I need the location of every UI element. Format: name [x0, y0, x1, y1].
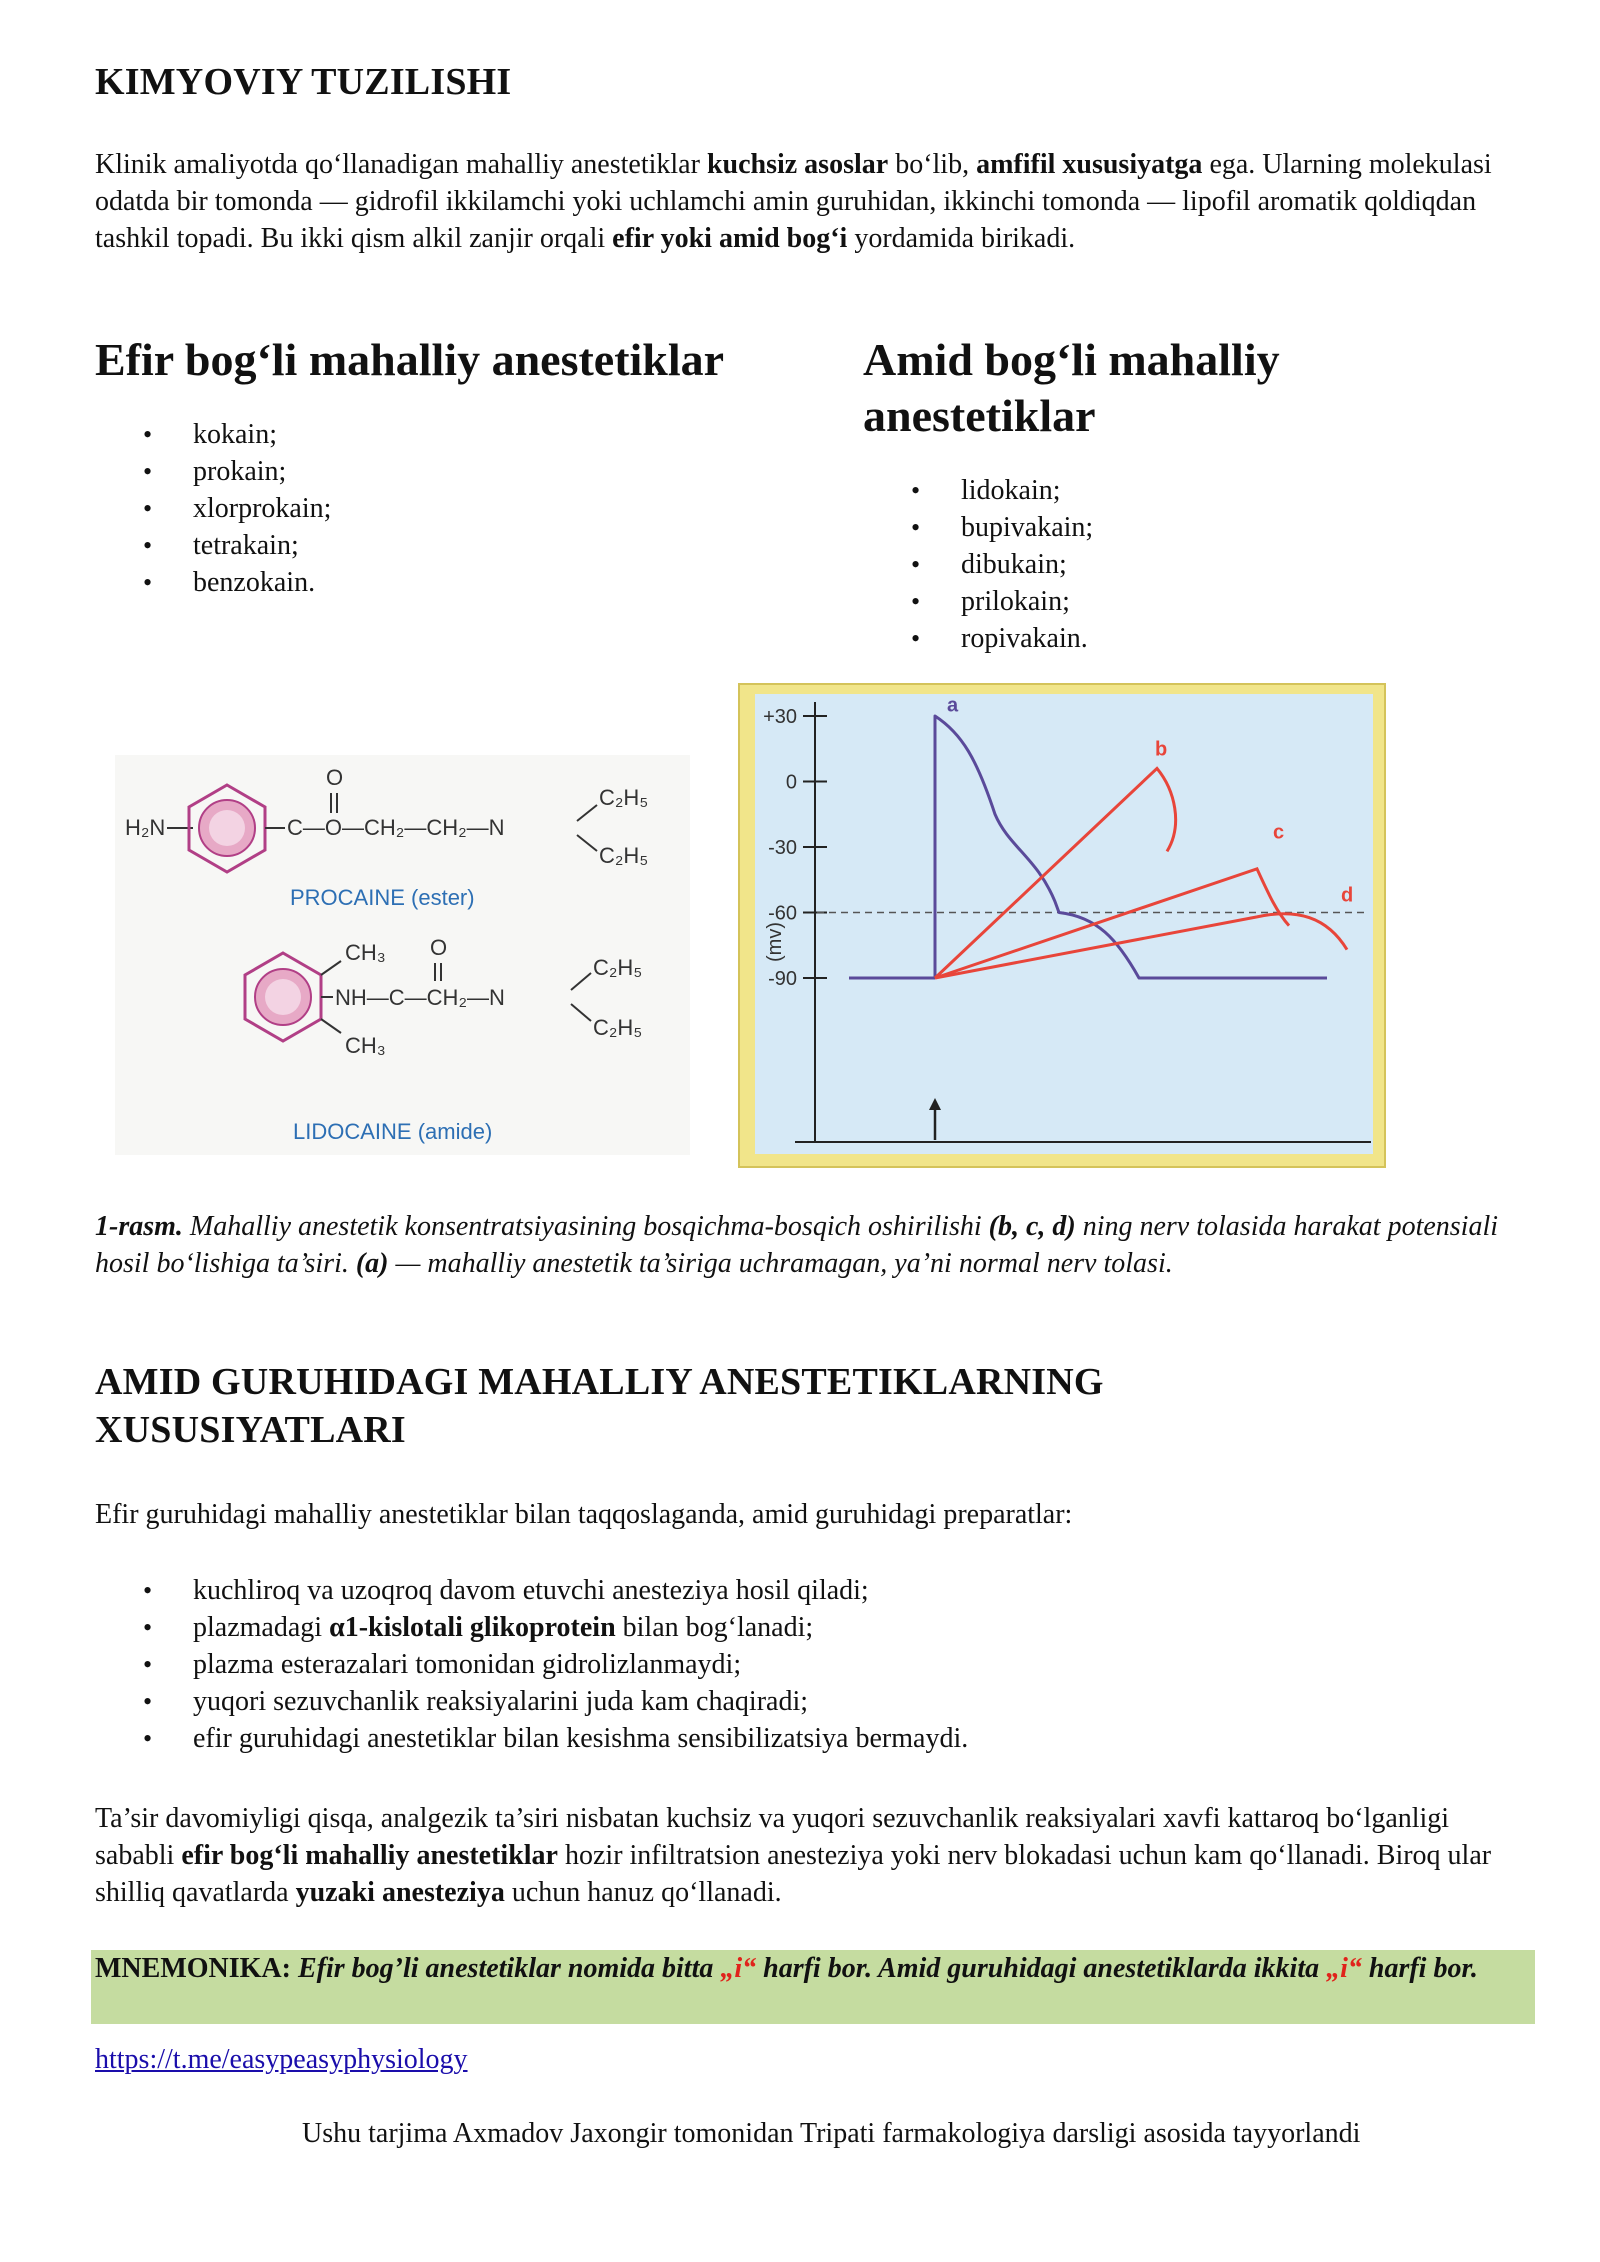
y-tick-label: -30 [768, 837, 797, 859]
y-tick-label: 0 [785, 771, 797, 794]
h2n-label: H₂N [125, 815, 166, 840]
figure-caption: 1-rasm. Mahalliy anestetik konsentratsiyasining bosqichma-bosqich oshirilishi (b, c, d) ning nerv tolasida harakat potensiali hosil bo‘lishiga ta’siri. (a) — mahalliy anestetik ta’siriga uchramagan, ya’ni normal nerv tolasi. [95, 1211, 1499, 1279]
list-item: • plazmadagi α1-kislotali glikoprotein bilan bog‘lanadi; [95, 1609, 1535, 1646]
o-label: O [326, 765, 344, 790]
list-item: • prilokain; [863, 583, 1463, 620]
ester-usage-paragraph: Ta’sir davomiyligi qisqa, analgezik ta’siri nisbatan kuchsiz va yuqori sezuvchanlik reaksiyalari xavfi kattaroq bo‘lganligi sababli efir bog‘li mahalliy anestetiklar hozir infiltratsion anesteziya yoki nerv blokadasi uchun kam qo‘llanadi. Biroq ular shilliq qavatlarda yuzaki anesteziya uchun hanuz qo‘llanadi. [95, 1803, 1492, 1908]
chemical-structures-diagram [115, 755, 690, 1155]
curve-label-c: c [1273, 821, 1285, 844]
y-tick-label: +30 [763, 706, 797, 728]
y-axis-label: (mv) [764, 922, 786, 962]
list-item: • lidokain; [863, 472, 1463, 509]
curve-label-b: b [1155, 738, 1168, 761]
list-item: • kuchliroq va uzoqroq davom etuvchi anesteziya hosil qiladi; [95, 1572, 1535, 1609]
ester-title: Efir bog‘li mahalliy anestetiklar [95, 334, 725, 385]
action-potential-figure [737, 682, 1387, 1169]
amide-column [863, 332, 1463, 657]
section-title-structure: KIMYOVIY TUZILISHI [95, 61, 512, 103]
ch3-label: CH₃ [345, 940, 386, 965]
lidocaine-label: LIDOCAINE (amide) [293, 1119, 493, 1144]
section-title-amide-properties: AMID GURUHIDAGI MAHALLIY ANESTETIKLARNING XUSUSIYATLARI [95, 1361, 1104, 1451]
amide-list [863, 472, 1463, 657]
ester-column [95, 332, 835, 601]
amide-intro: Efir guruhidagi mahalliy anestetiklar bilan taqqoslaganda, amid guruhidagi preparatlar: [95, 1499, 1073, 1530]
c2h5-label: C₂H₅ [593, 1015, 643, 1040]
list-item: • plazma esterazalari tomonidan gidrolizlanmaydi; [95, 1646, 1535, 1683]
ester-list [95, 416, 835, 601]
list-item: • bupivakain; [863, 509, 1463, 546]
footer-credit: Ushu tarjima Axmadov Jaxongir tomonidan Tripati farmakologiya darsligi asosida tayyorlandi [302, 2118, 1361, 2149]
y-tick-label: -90 [768, 968, 797, 990]
list-item: • prokain; [95, 453, 835, 490]
procaine-label: PROCAINE (ester) [290, 885, 475, 910]
amide-title: Amid bog‘li mahalliy anestetiklar [863, 334, 1280, 441]
list-item: • ropivakain. [863, 620, 1463, 657]
list-item: • tetrakain; [95, 527, 835, 564]
procaine-chain: C—O—CH₂—CH₂—N [287, 815, 505, 840]
ch3-label: CH₃ [345, 1033, 386, 1058]
telegram-link[interactable]: https://t.me/easypeasyphysiology [95, 2044, 468, 2075]
mnemonic-box: MNEMONIKA: Efir bog’li anestetiklar nomida bitta „i“ harfi bor. Amid guruhidagi anestetiklarda ikkita „i“ harfi bor. [91, 1950, 1535, 2024]
list-item: • xlorprokain; [95, 490, 835, 527]
amide-properties-list [95, 1572, 1535, 1757]
c2h5-label: C₂H₅ [599, 785, 649, 810]
list-item: • efir guruhidagi anestetiklar bilan kesishma sensibilizatsiya bermaydi. [95, 1720, 1535, 1757]
o-label: O [430, 935, 448, 960]
list-item: • yuqori sezuvchanlik reaksiyalarini juda kam chaqiradi; [95, 1683, 1535, 1720]
list-item: • kokain; [95, 416, 835, 453]
curve-label-d: d [1341, 884, 1354, 907]
y-tick-label: -60 [768, 902, 797, 925]
list-item: • dibukain; [863, 546, 1463, 583]
c2h5-label: C₂H₅ [593, 955, 643, 980]
curve-label-a: a [947, 694, 959, 717]
lidocaine-chain: NH—C—CH₂—N [335, 985, 505, 1010]
list-item: • benzokain. [95, 564, 835, 601]
structure-paragraph: Klinik amaliyotda qo‘llanadigan mahalliy anestetiklar kuchsiz asoslar bo‘lib, amfifil xususiyatga ega. Ularning molekulasi odatda bir tomonda — gidrofil ikkilamchi yoki uchlamchi amin guruhidan, ikkinchi tomonda — lipofil aromatik qoldiqdan tashkil topadi. Bu ikki qism alkil zanjir orqali efir yoki amid bog‘i yordamida birikadi. [95, 149, 1492, 254]
c2h5-label: C₂H₅ [599, 843, 649, 868]
